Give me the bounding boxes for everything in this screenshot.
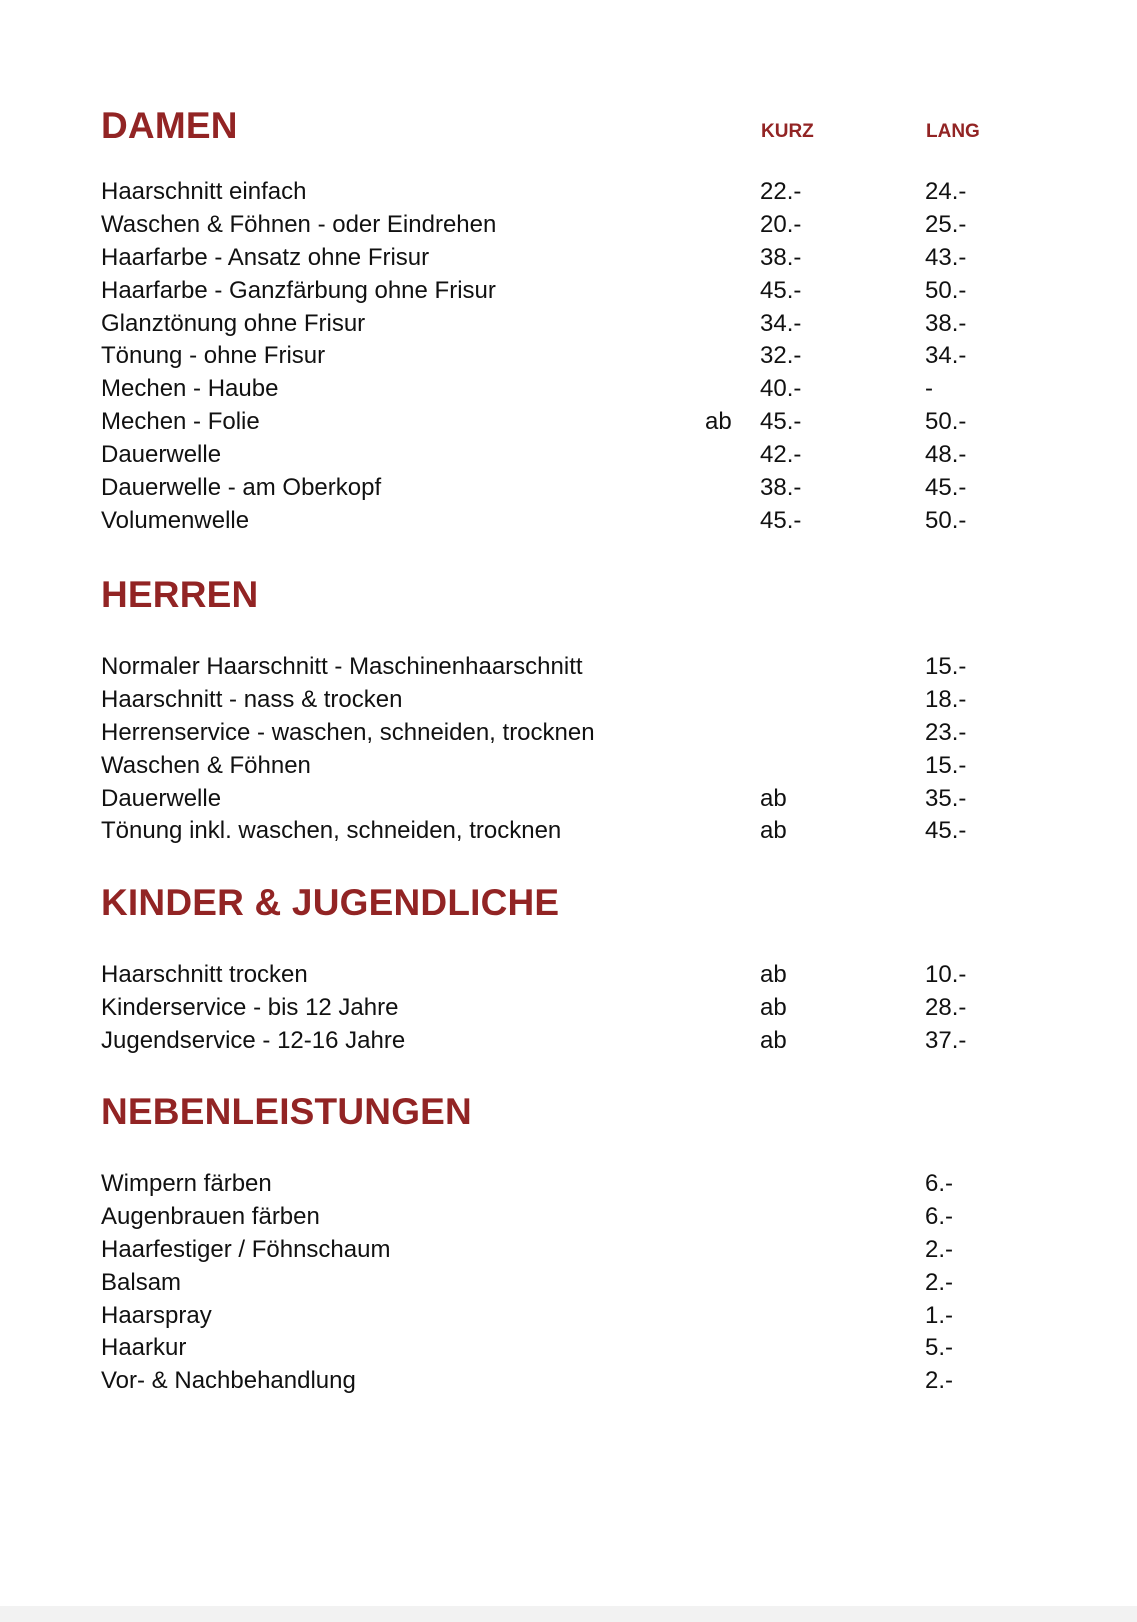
price-row bbox=[101, 373, 1021, 406]
service-label: Tönung - ohne Frisur bbox=[101, 342, 326, 370]
price-row bbox=[101, 783, 1021, 816]
service-label: Haarfestiger / Föhnschaum bbox=[101, 1235, 391, 1263]
service-label: Tönung inkl. waschen, schneiden, trocknen bbox=[101, 817, 562, 845]
price-lang: 50.- bbox=[925, 408, 967, 436]
price-row bbox=[101, 1234, 1021, 1267]
price-kurz: 45.- bbox=[760, 506, 802, 534]
price-row bbox=[101, 505, 1021, 538]
price-kurz: 40.- bbox=[760, 375, 802, 403]
price-kurz: 45.- bbox=[760, 276, 802, 304]
bottom-edge bbox=[0, 1606, 1137, 1622]
price-row bbox=[101, 684, 1021, 717]
service-label: Haarschnitt - nass & trocken bbox=[101, 685, 403, 713]
price-kurz: 42.- bbox=[760, 441, 802, 469]
service-label: Haarschnitt einfach bbox=[101, 178, 307, 205]
damen-price-list bbox=[101, 176, 1021, 538]
column-header-kurz: KURZ bbox=[761, 121, 814, 142]
price-prefix: ab bbox=[760, 784, 787, 812]
section-heading-herren: HERREN bbox=[101, 574, 259, 615]
nebenleistungen-price-list bbox=[101, 1168, 1021, 1398]
service-label: Haarfarbe - Ganzfärbung ohne Frisur bbox=[101, 276, 496, 304]
price-prefix: ab bbox=[760, 993, 787, 1021]
price-kurz: 20.- bbox=[760, 210, 802, 238]
price-value: 2.- bbox=[925, 1367, 954, 1395]
price-row bbox=[101, 992, 1021, 1025]
price-kurz: 34.- bbox=[760, 309, 802, 337]
service-label: Augenbrauen färben bbox=[101, 1202, 320, 1230]
price-row bbox=[101, 242, 1021, 275]
price-row bbox=[101, 308, 1021, 341]
price-row bbox=[101, 1365, 1021, 1398]
price-prefix: ab bbox=[760, 1026, 787, 1054]
service-label: Waschen & Föhnen - oder Eindrehen bbox=[101, 210, 497, 238]
price-value: 5.- bbox=[925, 1334, 954, 1362]
service-label: Vor- & Nachbehandlung bbox=[101, 1367, 356, 1395]
price-kurz: 38.- bbox=[760, 243, 802, 271]
column-header-lang: LANG bbox=[926, 121, 980, 142]
service-label: Glanztönung ohne Frisur bbox=[101, 309, 366, 337]
price-value: 2.- bbox=[925, 1235, 954, 1263]
price-row bbox=[101, 472, 1021, 505]
price-value: 37.- bbox=[925, 1026, 967, 1054]
price-value: 1.- bbox=[925, 1301, 954, 1329]
price-row bbox=[101, 750, 1021, 783]
price-lang: 50.- bbox=[925, 276, 967, 304]
service-label: Kinderservice - bis 12 Jahre bbox=[101, 993, 399, 1021]
price-prefix: ab bbox=[760, 817, 787, 845]
price-row bbox=[101, 717, 1021, 750]
section-heading-nebenleistungen: NEBENLEISTUNGEN bbox=[101, 1091, 472, 1132]
service-label: Jugendservice - 12-16 Jahre bbox=[101, 1026, 406, 1054]
price-kurz: 45.- bbox=[760, 408, 802, 436]
price-value: 10.- bbox=[925, 961, 967, 988]
price-kurz: 32.- bbox=[760, 342, 802, 370]
price-value: 28.- bbox=[925, 993, 967, 1021]
price-lang: - bbox=[925, 375, 933, 403]
section-heading-kinder-jugendliche: KINDER & JUGENDLICHE bbox=[101, 882, 560, 923]
service-label: Mechen - Haube bbox=[101, 375, 279, 403]
price-row bbox=[101, 959, 1021, 992]
herren-price-list bbox=[101, 651, 1021, 848]
price-lang: 48.- bbox=[925, 441, 967, 469]
price-value: 2.- bbox=[925, 1268, 954, 1296]
price-value: 6.- bbox=[925, 1202, 954, 1230]
price-lang: 45.- bbox=[925, 474, 967, 502]
service-label: Herrenservice - waschen, schneiden, trocknen bbox=[101, 718, 595, 746]
price-value: 45.- bbox=[925, 817, 967, 845]
service-label: Waschen & Föhnen bbox=[101, 751, 311, 779]
price-row bbox=[101, 406, 1021, 439]
service-label: Volumenwelle bbox=[101, 506, 250, 534]
price-row bbox=[101, 275, 1021, 308]
price-lang: 38.- bbox=[925, 309, 967, 337]
price-prefix: ab bbox=[760, 961, 787, 988]
price-value: 15.- bbox=[925, 751, 967, 779]
service-label: Wimpern färben bbox=[101, 1170, 272, 1197]
service-label: Balsam bbox=[101, 1268, 182, 1296]
price-lang: 25.- bbox=[925, 210, 967, 238]
price-prefix: ab bbox=[705, 408, 732, 436]
price-row bbox=[101, 1332, 1021, 1365]
service-label: Haarkur bbox=[101, 1334, 187, 1362]
price-value: 6.- bbox=[925, 1170, 954, 1197]
kinder-price-list bbox=[101, 959, 1021, 1058]
service-label: Haarfarbe - Ansatz ohne Frisur bbox=[101, 243, 430, 271]
price-lang: 50.- bbox=[925, 506, 967, 534]
price-row bbox=[101, 1025, 1021, 1058]
price-row bbox=[101, 815, 1021, 848]
price-row bbox=[101, 176, 1021, 209]
price-row bbox=[101, 1168, 1021, 1201]
service-label: Dauerwelle bbox=[101, 784, 222, 812]
price-row bbox=[101, 651, 1021, 684]
service-label: Normaler Haarschnitt - Maschinenhaarschnitt bbox=[101, 653, 583, 680]
price-kurz: 22.- bbox=[760, 178, 802, 205]
price-row bbox=[101, 209, 1021, 242]
price-value: 23.- bbox=[925, 718, 967, 746]
price-row bbox=[101, 1201, 1021, 1234]
price-kurz: 38.- bbox=[760, 474, 802, 502]
price-value: 18.- bbox=[925, 685, 967, 713]
service-label: Dauerwelle bbox=[101, 441, 222, 469]
price-row bbox=[101, 340, 1021, 373]
price-lang: 34.- bbox=[925, 342, 967, 370]
price-value: 35.- bbox=[925, 784, 967, 812]
service-label: Mechen - Folie bbox=[101, 408, 260, 436]
price-row bbox=[101, 1267, 1021, 1300]
service-label: Dauerwelle - am Oberkopf bbox=[101, 474, 382, 502]
service-label: Haarschnitt trocken bbox=[101, 961, 308, 988]
price-lang: 24.- bbox=[925, 178, 967, 205]
price-value: 15.- bbox=[925, 653, 967, 680]
price-row bbox=[101, 1300, 1021, 1333]
price-row bbox=[101, 439, 1021, 472]
price-lang: 43.- bbox=[925, 243, 967, 271]
section-heading-damen: DAMEN bbox=[101, 105, 238, 146]
service-label: Haarspray bbox=[101, 1301, 212, 1329]
